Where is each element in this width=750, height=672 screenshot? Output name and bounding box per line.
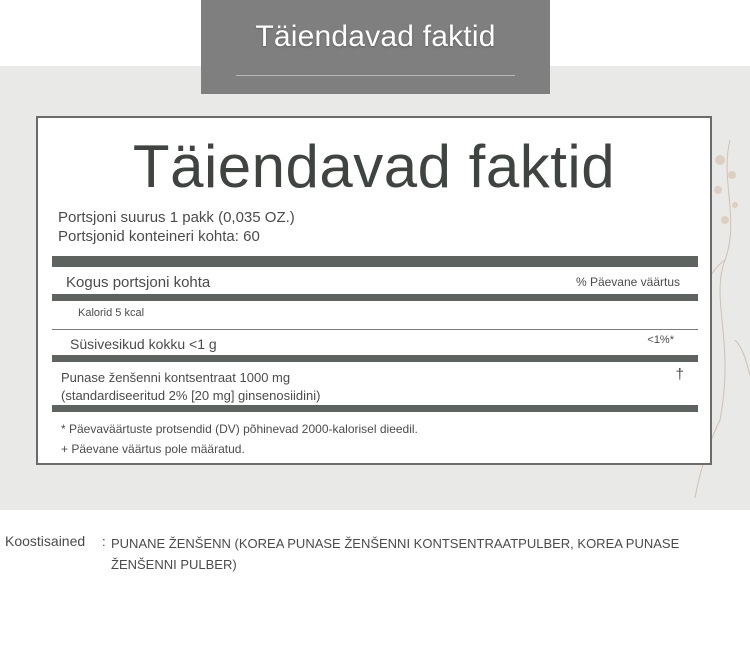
total-carbohydrate: Süsivesikud kokku <1 g: [70, 336, 217, 352]
daily-value-header: % Päevane väärtus: [575, 275, 680, 289]
footnote-daily-value: * Päevaväärtuste protsendid (DV) põhinevad 2000-kalorisel dieedil.: [61, 422, 418, 436]
divider-thick: [52, 256, 698, 267]
header-underline: [236, 75, 515, 76]
serving-size: Portsjoni suurus 1 pakk (0,035 OZ.): [58, 209, 295, 226]
servings-per-container: Portsjonid konteineri kohta: 60: [58, 228, 260, 245]
ingredients-separator: :: [102, 534, 106, 549]
dagger-daily-value: †: [675, 366, 684, 383]
red-ginseng-concentrate: Punase ženšenni kontsentraat 1000 mg: [61, 370, 291, 385]
panel-title: Täiendavad faktid: [132, 133, 616, 200]
serving-info: [58, 208, 295, 246]
supplement-facts-panel: [36, 116, 712, 465]
header-banner: [201, 0, 550, 94]
calories: Kalorid 5 kcal: [78, 307, 145, 319]
divider-medium: [52, 294, 698, 301]
standardization-note: (standardiseeritud 2% [20 mg] ginsenosiidini): [61, 388, 321, 403]
amount-per-serving: Kogus portsjoni kohta: [66, 274, 211, 291]
ingredient-info: [61, 369, 320, 405]
carbohydrate-daily-value: <1%*: [647, 334, 674, 346]
divider-medium: [52, 405, 698, 412]
divider-thin: [52, 329, 698, 330]
divider-medium: [52, 355, 698, 362]
ingredients-label: Koostisained: [5, 533, 86, 549]
header-title: Täiendavad faktid: [255, 20, 496, 53]
ingredients-text: PUNANE ŽENŠENN (KOREA PUNASE ŽENŠENNI KONTSENTRAATPULBER, KOREA PUNASE ŽENŠENNI PULBER): [111, 536, 680, 572]
footnote-not-established: + Päevane väärtus pole määratud.: [61, 442, 245, 456]
